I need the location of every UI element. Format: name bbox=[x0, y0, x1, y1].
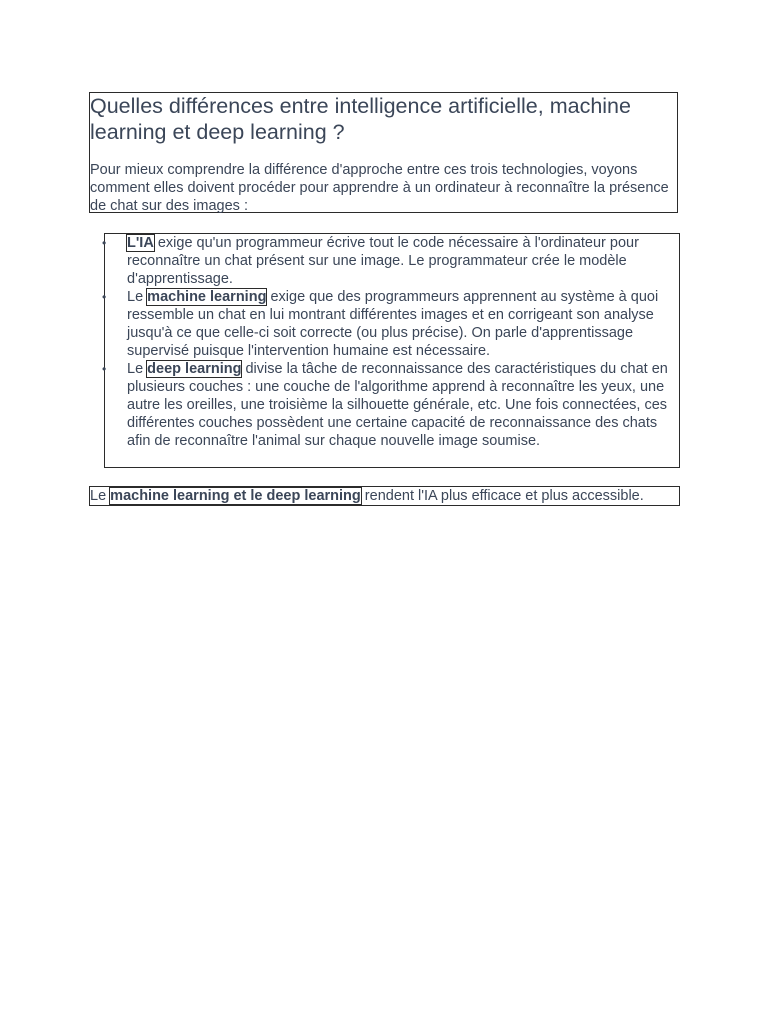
intro-section bbox=[89, 92, 678, 213]
conclusion-line bbox=[89, 486, 680, 506]
bullet-icon: • bbox=[102, 290, 107, 304]
list-item-ia bbox=[102, 234, 679, 288]
keyword-machine-learning: machine learning bbox=[147, 289, 267, 305]
keyword-ml-and-dl: machine learning et le deep learning bbox=[110, 488, 361, 504]
list-item-text: exige qu'un programmeur écrive tout le code nécessaire à l'ordinateur pour reconnaître un chat présent sur une image. Le programmateur crée le modèle d'apprentissage. bbox=[127, 235, 639, 287]
list-item-text: divise la tâche de reconnaissance des caractéristiques du chat en plusieurs couches : une couche de l'algorithme apprend à reconnaître les yeux, une autre les oreilles, une troisième la silhouette générale, etc. Une fois connectées, ces différentes couches possèdent une certaine capacité de reconnaissance des chats afin de reconnaître l'animal sur chaque nouvelle image soumise. bbox=[127, 361, 668, 449]
comparison-list bbox=[102, 234, 679, 450]
conclusion-prefix: Le bbox=[90, 488, 111, 504]
list-item-machine-learning bbox=[102, 288, 679, 360]
comparison-list-section bbox=[104, 233, 680, 468]
list-item-text: exige que des programmeurs apprennent au système à quoi ressemble un chat en lui montrant différentes images et en corrigeant son analyse jusqu'à ce que celle-ci soit correcte (ou plus précise). On parle d'apprentissage supervisé puisque l'intervention humaine est nécessaire. bbox=[127, 289, 659, 359]
keyword-ia: L'IA bbox=[127, 235, 154, 251]
conclusion-text: rendent l'IA plus efficace et plus accessible. bbox=[360, 488, 644, 504]
bullet-icon: • bbox=[102, 236, 107, 250]
keyword-deep-learning: deep learning bbox=[147, 361, 242, 377]
intro-paragraph: Pour mieux comprendre la différence d'approche entre ces trois technologies, voyons comment elles doivent procéder pour apprendre à un ordinateur à reconnaître la présence de chat sur des images : bbox=[90, 162, 669, 214]
list-item-deep-learning bbox=[102, 360, 679, 450]
list-item-prefix: Le bbox=[127, 361, 148, 377]
bullet-icon: • bbox=[102, 362, 107, 376]
list-item-prefix: Le bbox=[127, 289, 148, 305]
page-title: Quelles différences entre intelligence artificielle, machine learning et deep learning ? bbox=[90, 94, 631, 144]
